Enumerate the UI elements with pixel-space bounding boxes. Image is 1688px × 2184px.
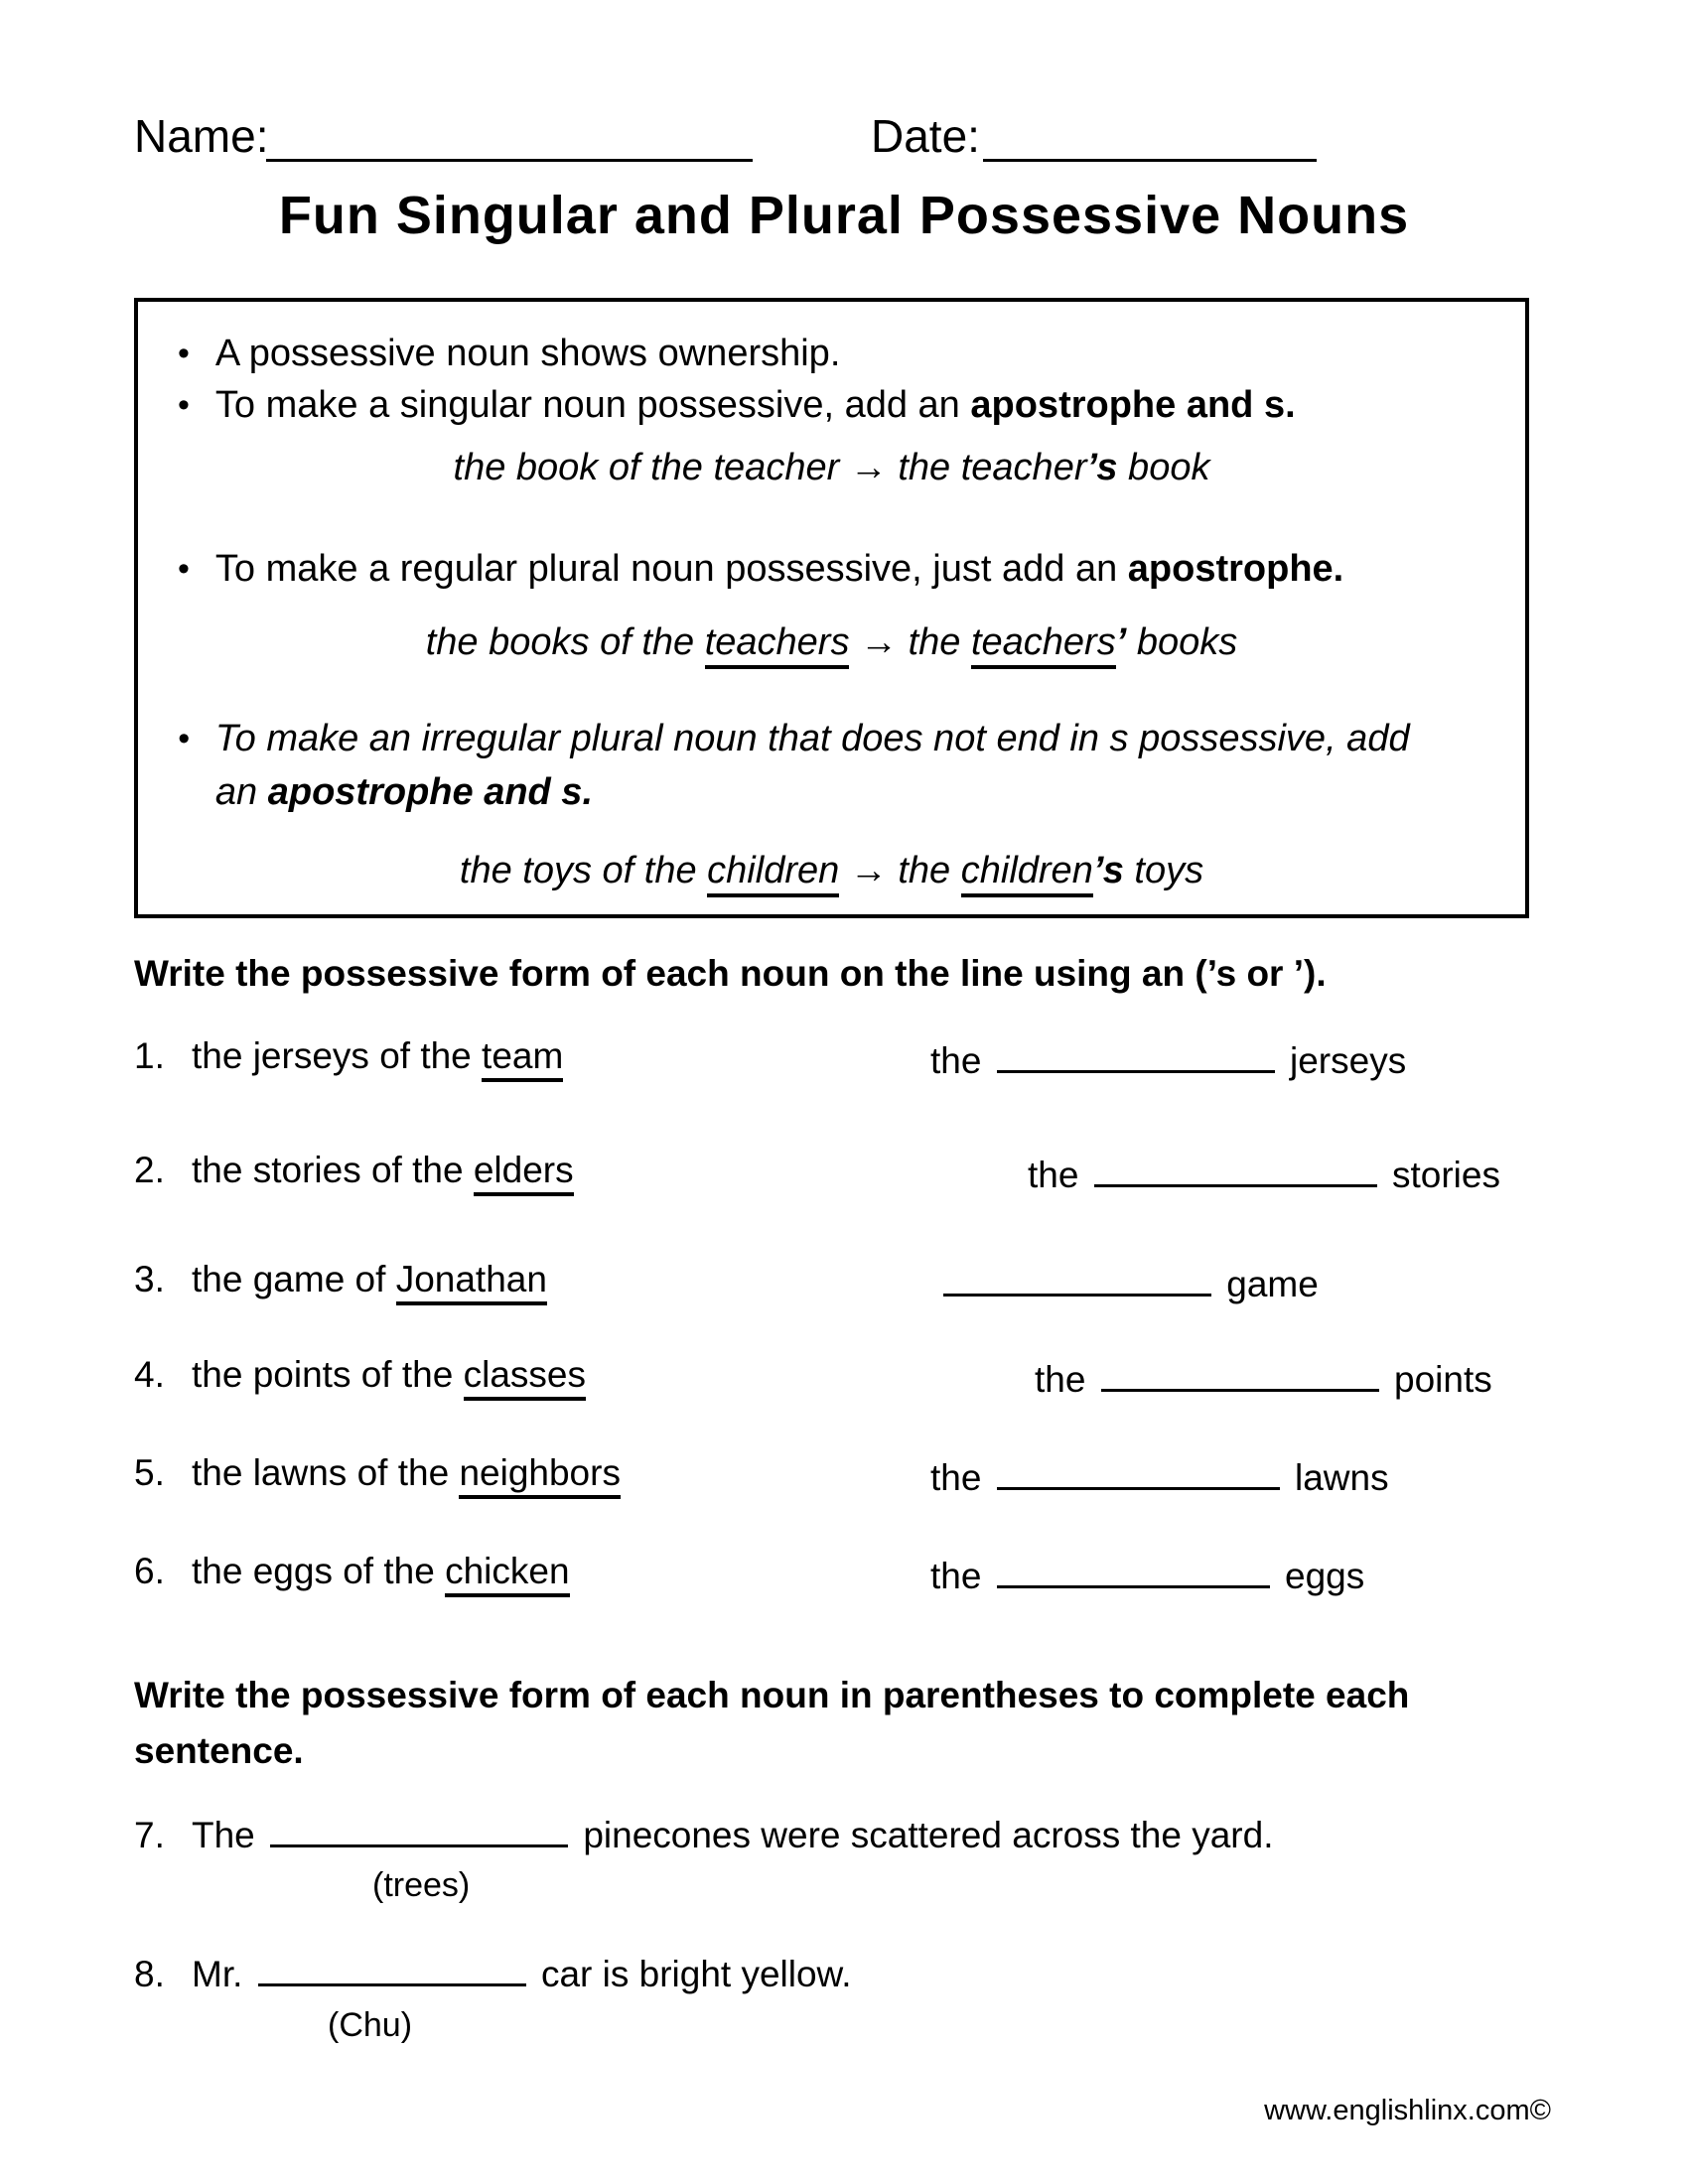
name-label: Name:	[134, 110, 269, 162]
bullet-icon: •	[178, 335, 190, 372]
question-row-3	[134, 1259, 1623, 1305]
answer-blank	[997, 1035, 1275, 1073]
item-number: 8.	[134, 1954, 165, 1995]
bullet-icon: •	[178, 386, 190, 424]
date-label: Date:	[871, 110, 980, 162]
item-left-phrase: the jerseys of the team	[192, 1035, 563, 1082]
item-left-phrase: the stories of the elders	[192, 1150, 574, 1196]
item-left-phrase: the points of the classes	[192, 1354, 586, 1401]
answer-blank	[270, 1810, 568, 1847]
question-row-4	[134, 1354, 1623, 1401]
answer-blank	[997, 1452, 1280, 1490]
rule-text: To make a regular plural noun possessive, just add an apostrophe.	[214, 548, 1344, 590]
question-row-1	[134, 1035, 1623, 1082]
rule-example-singular: the book of the teacher → the teacher’s book	[453, 447, 1210, 488]
rule-regular-plural	[178, 543, 1469, 597]
question-row-2	[134, 1150, 1623, 1196]
item-number: 6.	[134, 1551, 165, 1591]
answer-blank	[997, 1551, 1270, 1588]
question-row-8	[134, 1949, 1623, 2044]
question-row-5	[134, 1452, 1623, 1499]
rule-example-regular-plural: the books of the teachers → the teachers’ books	[138, 621, 1525, 664]
answer-blank	[943, 1259, 1211, 1297]
rule-singular	[178, 379, 1469, 433]
question-row-6	[134, 1551, 1623, 1597]
bullet-icon: •	[178, 720, 190, 757]
section2-instruction: Write the possessive form of each noun in parentheses to complete each sentence.	[134, 1675, 1410, 1771]
name-blank	[266, 113, 753, 162]
rule-text: To make an irregular plural noun that does not end in s possessive, add an apostrophe and s.	[214, 718, 1410, 813]
item-answer-phrase: the eggs	[930, 1551, 1364, 1597]
item-number: 4.	[134, 1354, 165, 1395]
rule-irregular-plural	[178, 713, 1469, 820]
item-answer-phrase: the lawns	[930, 1452, 1389, 1499]
footer-site: www.englishlinx.com©	[1264, 2095, 1551, 2126]
item-number: 2.	[134, 1150, 165, 1190]
answer-blank	[258, 1949, 526, 1986]
bullet-icon: •	[178, 550, 190, 588]
item-number: 1.	[134, 1035, 165, 1076]
item-left-phrase: the game of Jonathan	[192, 1259, 547, 1305]
hint-word: (trees)	[372, 1866, 471, 1904]
rule-ownership	[178, 328, 1469, 381]
date-blank	[983, 113, 1317, 162]
item-answer-phrase: the points	[1035, 1354, 1492, 1401]
question-row-7	[134, 1810, 1623, 1904]
rule-example-irregular-plural: the toys of the children → the children’s toys	[138, 850, 1525, 892]
rule-text: To make a singular noun possessive, add an apostrophe and s.	[214, 384, 1296, 426]
hint-word: (Chu)	[328, 2006, 413, 2044]
item-number: 7.	[134, 1815, 165, 1856]
item-left-phrase: the eggs of the chicken	[192, 1551, 570, 1597]
sentence-with-blank: The pinecones were scattered across the yard.	[192, 1815, 1273, 1855]
item-answer-phrase: game	[938, 1259, 1319, 1305]
item-answer-phrase: the stories	[1028, 1150, 1500, 1196]
worksheet-title: Fun Singular and Plural Possessive Nouns	[278, 186, 1410, 245]
rules-box	[134, 298, 1529, 918]
answer-blank	[1101, 1354, 1379, 1392]
item-number: 3.	[134, 1259, 165, 1299]
item-answer-phrase: the jerseys	[930, 1035, 1406, 1082]
sentence-with-blank: Mr. car is bright yellow.	[192, 1954, 852, 1994]
rule-text: A possessive noun shows ownership.	[214, 333, 841, 374]
item-number: 5.	[134, 1452, 165, 1493]
section1-instruction: Write the possessive form of each noun on the line using an (’s or ’).	[134, 953, 1327, 994]
item-left-phrase: the lawns of the neighbors	[192, 1452, 621, 1499]
answer-blank	[1094, 1150, 1377, 1187]
